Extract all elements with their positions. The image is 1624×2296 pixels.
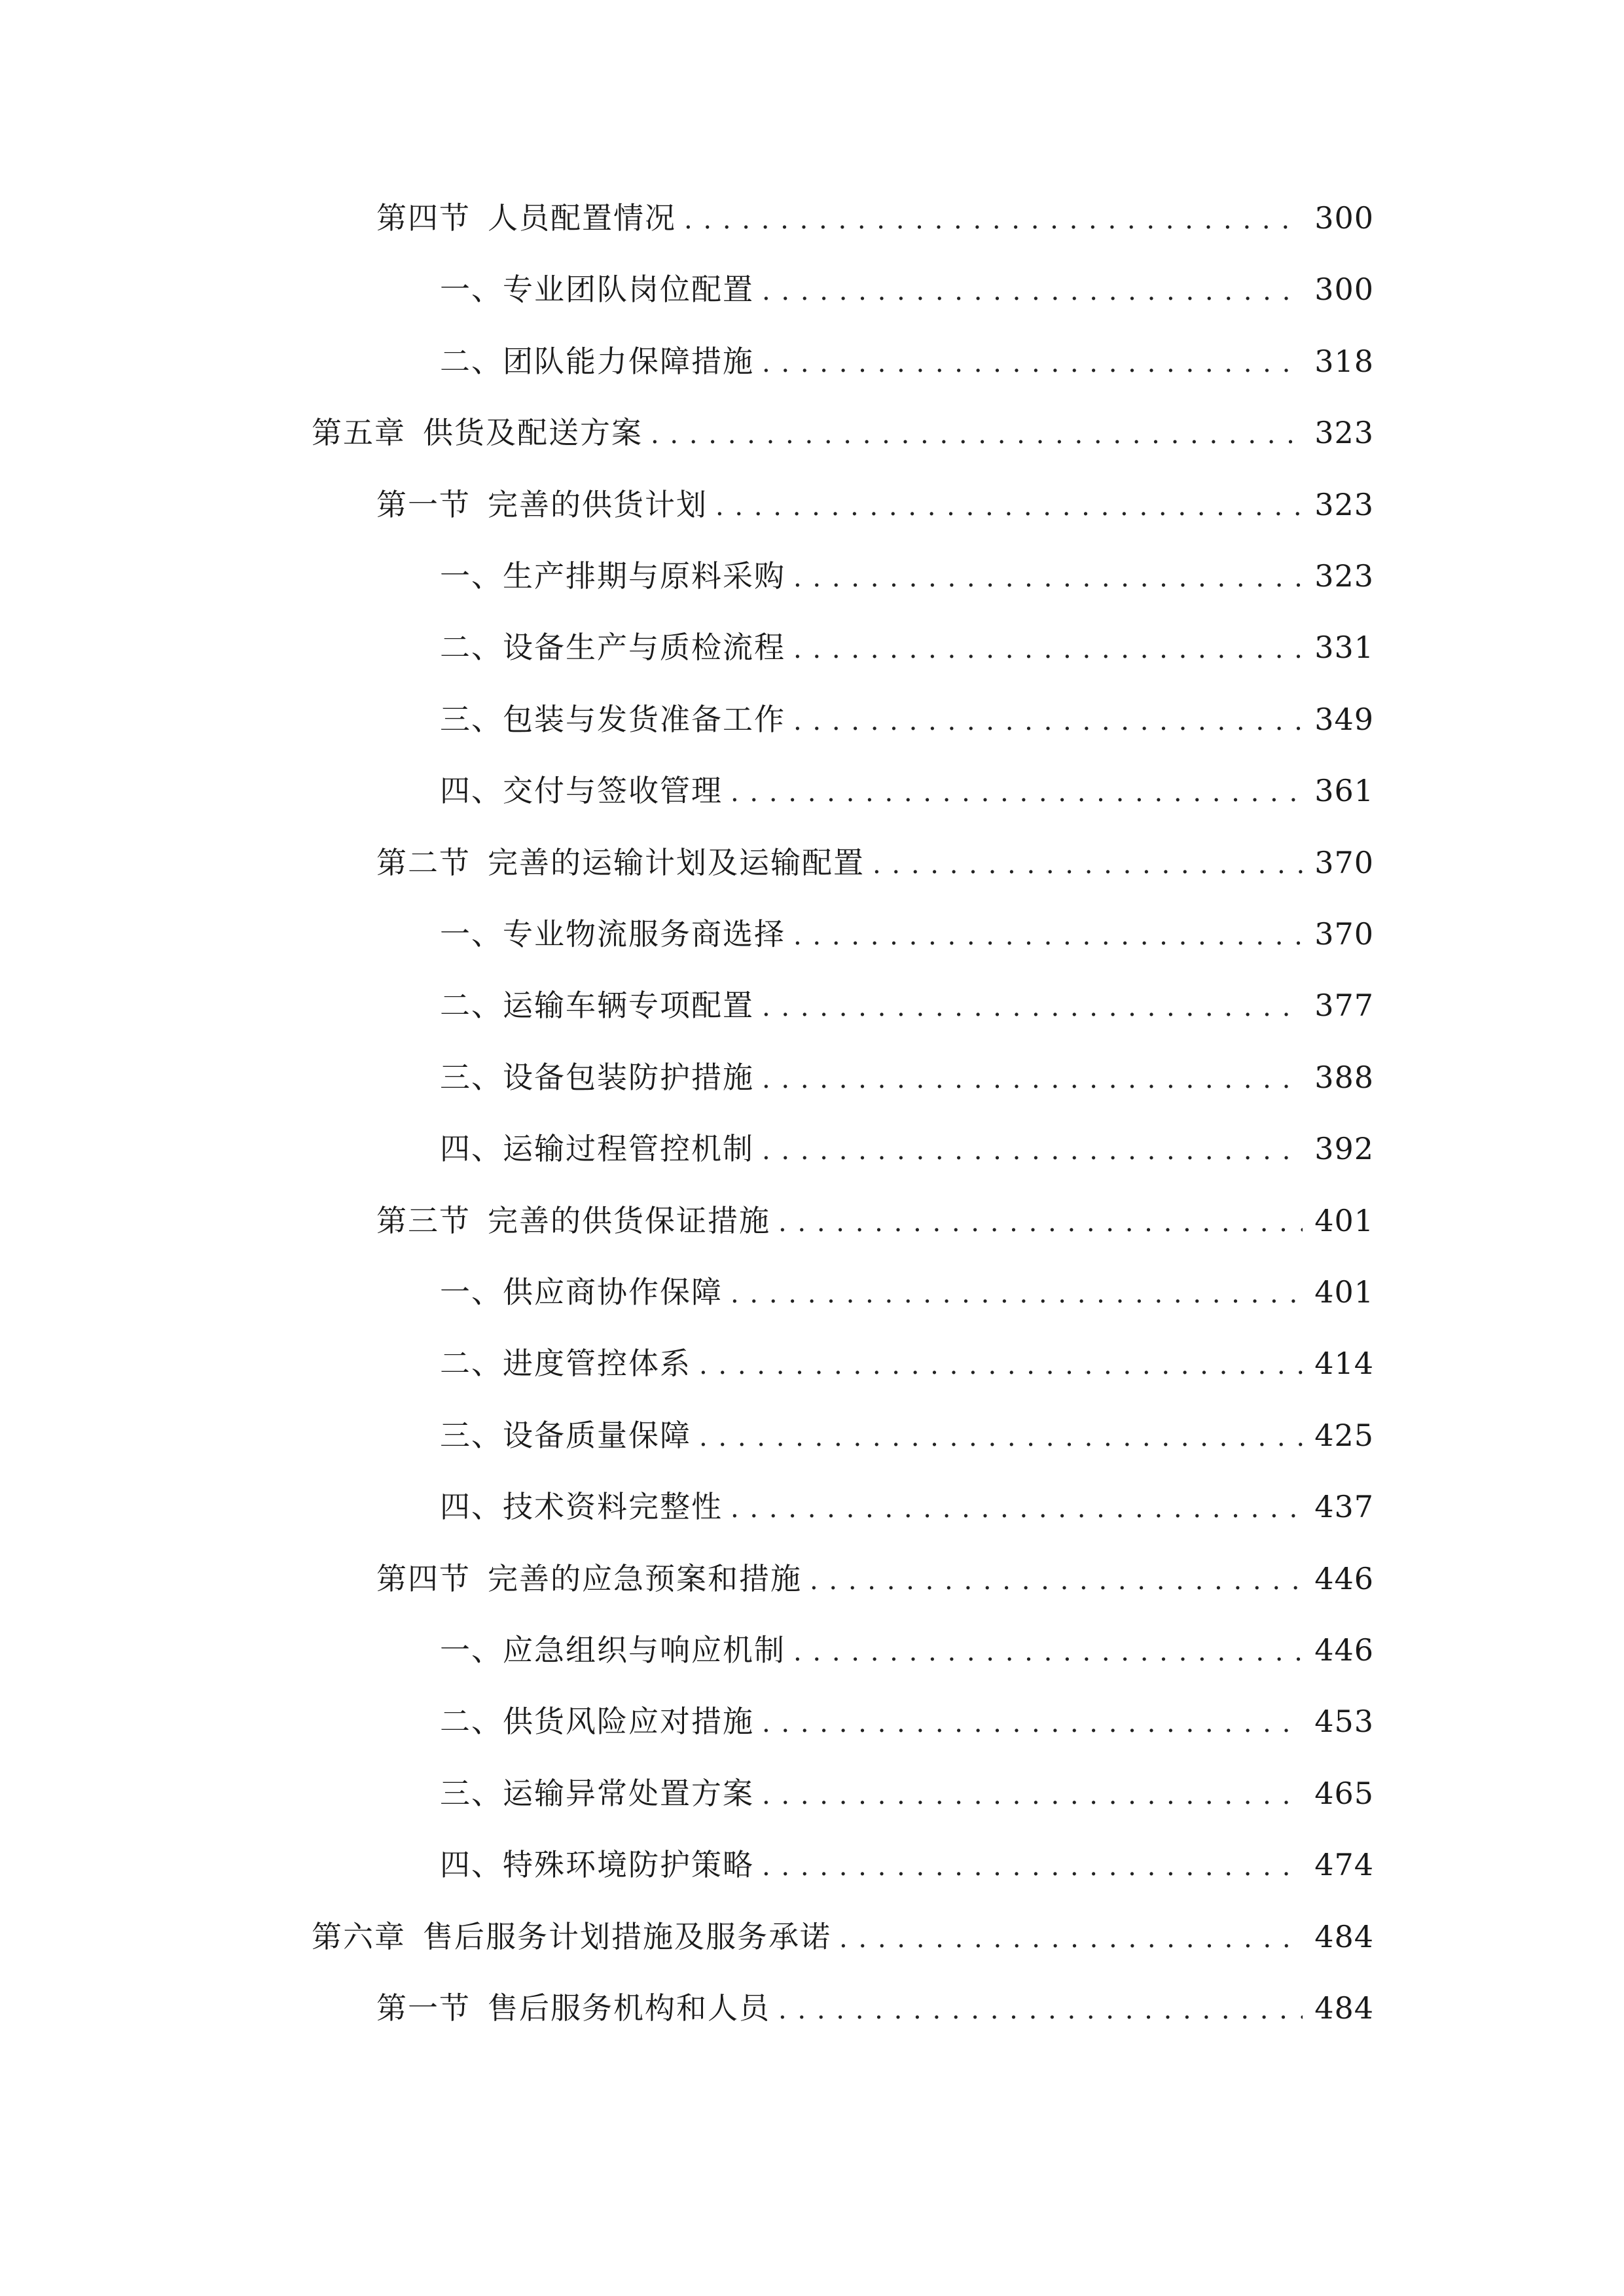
- toc-dot-leader: [778, 1982, 1303, 2036]
- toc-dot-leader: [684, 192, 1303, 246]
- toc-entry-number: 第五章: [312, 415, 406, 451]
- toc-entry-page-number: 331: [1314, 630, 1374, 666]
- toc-dot-leader: [731, 1480, 1303, 1535]
- toc-entry-number: 第四节: [376, 200, 471, 236]
- toc-dot-leader: [793, 1624, 1303, 1678]
- toc-entry[interactable]: [0, 406, 1374, 459]
- toc-dot-leader: [793, 908, 1303, 962]
- toc-entry-page-number: 349: [1314, 701, 1374, 737]
- toc-entry-title: 专业团队岗位配置: [503, 272, 754, 308]
- toc-entry-number: 三、: [440, 1059, 503, 1095]
- toc-entry-page-number: 453: [1314, 1704, 1374, 1740]
- toc-entry-title: 运输异常处置方案: [503, 1775, 754, 1811]
- toc-entry-number: 第一节: [376, 486, 471, 522]
- toc-entry-page-number: 370: [1314, 916, 1374, 952]
- toc-dot-leader: [762, 1695, 1303, 1749]
- toc-dot-leader: [810, 1552, 1303, 1607]
- toc-entry-page-number: 377: [1314, 988, 1374, 1024]
- toc-entry-page-number: 474: [1314, 1847, 1374, 1883]
- toc-entry-number: 第三节: [376, 1202, 471, 1238]
- toc-dot-leader: [762, 1839, 1303, 1893]
- toc-entry[interactable]: [0, 335, 1374, 387]
- toc-entry[interactable]: [0, 1480, 1374, 1533]
- toc-entry[interactable]: [0, 1194, 1374, 1247]
- toc-entry[interactable]: [0, 1839, 1374, 1891]
- toc-dot-leader: [699, 1409, 1303, 1463]
- toc-entry-number: 二、: [440, 630, 503, 666]
- toc-entry-title: 完善的运输计划及运输配置: [488, 844, 865, 880]
- toc-entry[interactable]: [0, 1624, 1374, 1676]
- toc-entry-title: 设备包装防护措施: [503, 1059, 754, 1095]
- toc-entry-page-number: 401: [1314, 1202, 1374, 1238]
- toc-entry-title: 技术资料完整性: [503, 1489, 723, 1525]
- toc-dot-leader: [778, 1194, 1303, 1249]
- toc-dot-leader: [762, 263, 1303, 317]
- toc-entry-number: 二、: [440, 1704, 503, 1740]
- toc-entry-title: 运输车辆专项配置: [503, 988, 754, 1024]
- toc-entry-title: 供货及配送方案: [423, 415, 643, 451]
- toc-entry[interactable]: [0, 1767, 1374, 1820]
- toc-entry-page-number: 361: [1314, 773, 1374, 809]
- toc-entry-number: 二、: [440, 1346, 503, 1382]
- toc-dot-leader: [715, 478, 1303, 533]
- toc-entry[interactable]: [0, 979, 1374, 1031]
- toc-entry[interactable]: [0, 1051, 1374, 1103]
- toc-entry[interactable]: [0, 908, 1374, 960]
- toc-entry-title: 完善的应急预案和措施: [488, 1560, 802, 1596]
- toc-entry-number: 一、: [440, 916, 503, 952]
- toc-entry-number: 三、: [440, 1417, 503, 1453]
- toc-entry-page-number: 437: [1314, 1489, 1374, 1525]
- toc-entry-title: 售后服务计划措施及服务承诺: [423, 1918, 831, 1954]
- toc-entry-page-number: 446: [1314, 1560, 1374, 1596]
- toc-entry[interactable]: [0, 1409, 1374, 1462]
- toc-entry[interactable]: [0, 693, 1374, 745]
- toc-entry-page-number: 323: [1314, 558, 1374, 594]
- toc-entry-page-number: 401: [1314, 1274, 1374, 1310]
- toc-entry-number: 一、: [440, 558, 503, 594]
- toc-entry-title: 供应商协作保障: [503, 1274, 723, 1310]
- toc-entry[interactable]: [0, 263, 1374, 315]
- toc-entry-title: 应急组织与响应机制: [503, 1632, 785, 1668]
- toc-entry-title: 包装与发货准备工作: [503, 701, 785, 737]
- toc-entry[interactable]: [0, 1337, 1374, 1390]
- toc-entry-number: 第四节: [376, 1560, 471, 1596]
- toc-entry-page-number: 388: [1314, 1059, 1374, 1095]
- toc-entry-page-number: 484: [1314, 1990, 1374, 2026]
- toc-entry-title: 运输过程管控机制: [503, 1131, 754, 1167]
- toc-dot-leader: [762, 335, 1303, 389]
- toc-entry[interactable]: [0, 1122, 1374, 1175]
- toc-entry[interactable]: [0, 478, 1374, 531]
- toc-entry-page-number: 392: [1314, 1131, 1374, 1167]
- toc-entry[interactable]: [0, 1982, 1374, 2034]
- toc-entry-page-number: 425: [1314, 1417, 1374, 1453]
- toc-entry-title: 专业物流服务商选择: [503, 916, 785, 952]
- toc-dot-leader: [651, 406, 1303, 461]
- toc-entry-number: 一、: [440, 1632, 503, 1668]
- toc-entry-title: 人员配置情况: [488, 200, 676, 236]
- toc-entry[interactable]: [0, 1910, 1374, 1963]
- toc-dot-leader: [762, 1051, 1303, 1105]
- toc-entry-number: 第六章: [312, 1918, 406, 1954]
- toc-entry-number: 二、: [440, 343, 503, 379]
- toc-dot-leader: [873, 836, 1303, 891]
- toc-entry-page-number: 300: [1314, 200, 1374, 236]
- toc-entry[interactable]: [0, 192, 1374, 244]
- toc-entry-page-number: 323: [1314, 415, 1374, 451]
- toc-dot-leader: [731, 1266, 1303, 1320]
- toc-entry-number: 四、: [440, 1847, 503, 1883]
- toc-entry-number: 一、: [440, 1274, 503, 1310]
- toc-entry-page-number: 414: [1314, 1346, 1374, 1382]
- toc-entry-page-number: 370: [1314, 844, 1374, 880]
- toc-entry-number: 第二节: [376, 844, 471, 880]
- toc-dot-leader: [762, 1122, 1303, 1177]
- toc-entry-number: 四、: [440, 1489, 503, 1525]
- toc-dot-leader: [793, 550, 1303, 604]
- toc-entry-number: 四、: [440, 1131, 503, 1167]
- toc-entry-title: 生产排期与原料采购: [503, 558, 785, 594]
- toc-entry-page-number: 318: [1314, 343, 1374, 379]
- toc-entry[interactable]: [0, 550, 1374, 602]
- toc-entry-title: 交付与签收管理: [503, 773, 723, 809]
- toc-entry-title: 进度管控体系: [503, 1346, 691, 1382]
- toc-entry-title: 完善的供货保证措施: [488, 1202, 770, 1238]
- toc-dot-leader: [793, 621, 1303, 675]
- toc-dot-leader: [699, 1337, 1303, 1391]
- toc-entry-title: 特殊环境防护策略: [503, 1847, 754, 1883]
- toc-entry-title: 设备质量保障: [503, 1417, 691, 1453]
- toc-entry[interactable]: [0, 621, 1374, 673]
- toc-entry[interactable]: [0, 764, 1374, 817]
- toc-entry-page-number: 484: [1314, 1918, 1374, 1954]
- toc-dot-leader: [793, 693, 1303, 747]
- toc-entry-number: 第一节: [376, 1990, 471, 2026]
- toc-entry[interactable]: [0, 836, 1374, 889]
- toc-entry-page-number: 300: [1314, 272, 1374, 308]
- toc-entry-page-number: 446: [1314, 1632, 1374, 1668]
- toc-entry-title: 团队能力保障措施: [503, 343, 754, 379]
- toc-entry-title: 供货风险应对措施: [503, 1704, 754, 1740]
- toc-dot-leader: [731, 764, 1303, 819]
- toc-dot-leader: [762, 1767, 1303, 1821]
- toc-entry-number: 三、: [440, 1775, 503, 1811]
- toc-entry-number: 三、: [440, 701, 503, 737]
- toc-entry-page-number: 323: [1314, 486, 1374, 522]
- toc-entry-number: 一、: [440, 272, 503, 308]
- toc-entry-number: 二、: [440, 988, 503, 1024]
- toc-entry-title: 完善的供货计划: [488, 486, 708, 522]
- toc-entry-page-number: 465: [1314, 1775, 1374, 1811]
- toc-dot-leader: [839, 1910, 1303, 1965]
- toc-entry-number: 四、: [440, 773, 503, 809]
- toc-entry[interactable]: [0, 1266, 1374, 1318]
- toc-entry-title: 售后服务机构和人员: [488, 1990, 770, 2026]
- toc-entry[interactable]: [0, 1552, 1374, 1605]
- toc-entry-title: 设备生产与质检流程: [503, 630, 785, 666]
- toc-entry[interactable]: [0, 1695, 1374, 1748]
- toc-dot-leader: [762, 979, 1303, 1033]
